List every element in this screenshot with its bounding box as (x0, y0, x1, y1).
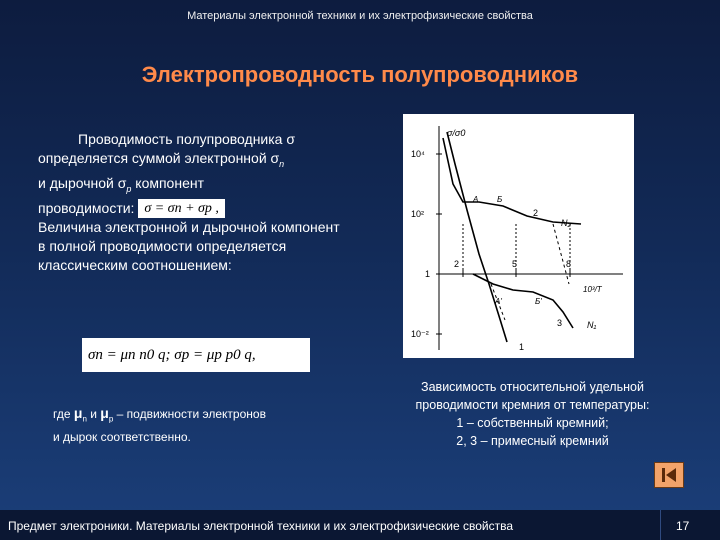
body-p2-sub: p (126, 183, 132, 194)
where-rest: – подвижности электронов (116, 407, 266, 421)
graph-caption (380, 378, 685, 450)
y-tick-label-3: 1 (425, 269, 431, 279)
slide-header: Материалы электронной техники и их электрофизические свойства (187, 10, 533, 22)
formula-sum: σ = σn + σp , (138, 199, 225, 218)
body-p1-sub: n (279, 158, 285, 169)
conductivity-graph-svg (403, 114, 634, 358)
slide-title: Электропроводность полупроводников (141, 62, 579, 87)
label-N2: N₂ (561, 218, 571, 228)
footer-text: Предмет электроники. Материалы электронной техники и их электрофизические свойства (8, 519, 514, 533)
body-p2: и дырочной σ (38, 174, 127, 191)
y-tick-label-4: 10⁻² (411, 329, 429, 339)
mobility-note (53, 404, 353, 447)
label-curve-3: 3 (557, 318, 563, 328)
x-axis-label: 10³/T (583, 285, 602, 294)
mu-n-symbol: μ (73, 405, 83, 421)
where-and: и (90, 407, 97, 421)
skip-to-start-icon (655, 463, 683, 487)
body-p4: Величина электронной и дырочной компонент в полной проводимости определяется классическим соотношением: (38, 219, 340, 274)
y-tick-label-1: 10⁴ (411, 149, 425, 159)
body-p1: Проводимость полупроводника σ определяется суммой электронной σ (38, 131, 295, 166)
mu-p-sub: p (108, 414, 114, 424)
where-line2: и дырок соответственно. (53, 430, 191, 445)
x-tick-label-8: 8 (566, 259, 572, 269)
curve-2 (443, 138, 581, 224)
y-axis-label: σ/σ0 (447, 128, 466, 138)
caption-line-3: 1 – собственный кремний; (456, 416, 609, 430)
caption-line-2: проводимости кремния от температуры: (415, 398, 650, 412)
caption-line-4: 2, 3 – примесный кремний (456, 434, 609, 448)
formula-components: σn = μn n0 q; σp = μp p0 q, (82, 338, 310, 372)
where-prefix: где (53, 407, 71, 421)
body-p3: проводимости: (38, 199, 135, 216)
page-number: 17 (676, 519, 690, 533)
body-text (38, 130, 348, 275)
curve-1 (447, 132, 507, 342)
label-B2: Б' (535, 297, 542, 306)
label-A2: A' (495, 297, 502, 306)
x-tick-label-2: 2 (454, 259, 460, 269)
label-N1: N₁ (587, 320, 597, 330)
mu-n-sub: n (82, 414, 87, 424)
caption-line-1: Зависимость относительной удельной (421, 380, 644, 394)
x-tick-label-5: 5 (512, 259, 518, 269)
footer-separator (660, 510, 661, 540)
conductivity-graph (403, 114, 634, 358)
skip-to-start-button[interactable] (654, 462, 684, 488)
curve-3-dashed (553, 224, 572, 284)
mu-p-symbol: μ (100, 405, 109, 421)
label-curve-1: 1 (519, 342, 525, 352)
label-curve-2: 2 (533, 208, 539, 218)
label-B: Б (497, 195, 503, 204)
label-A: A (473, 195, 479, 204)
body-p2b: компонент (131, 174, 205, 191)
y-tick-label-2: 10² (411, 209, 425, 219)
